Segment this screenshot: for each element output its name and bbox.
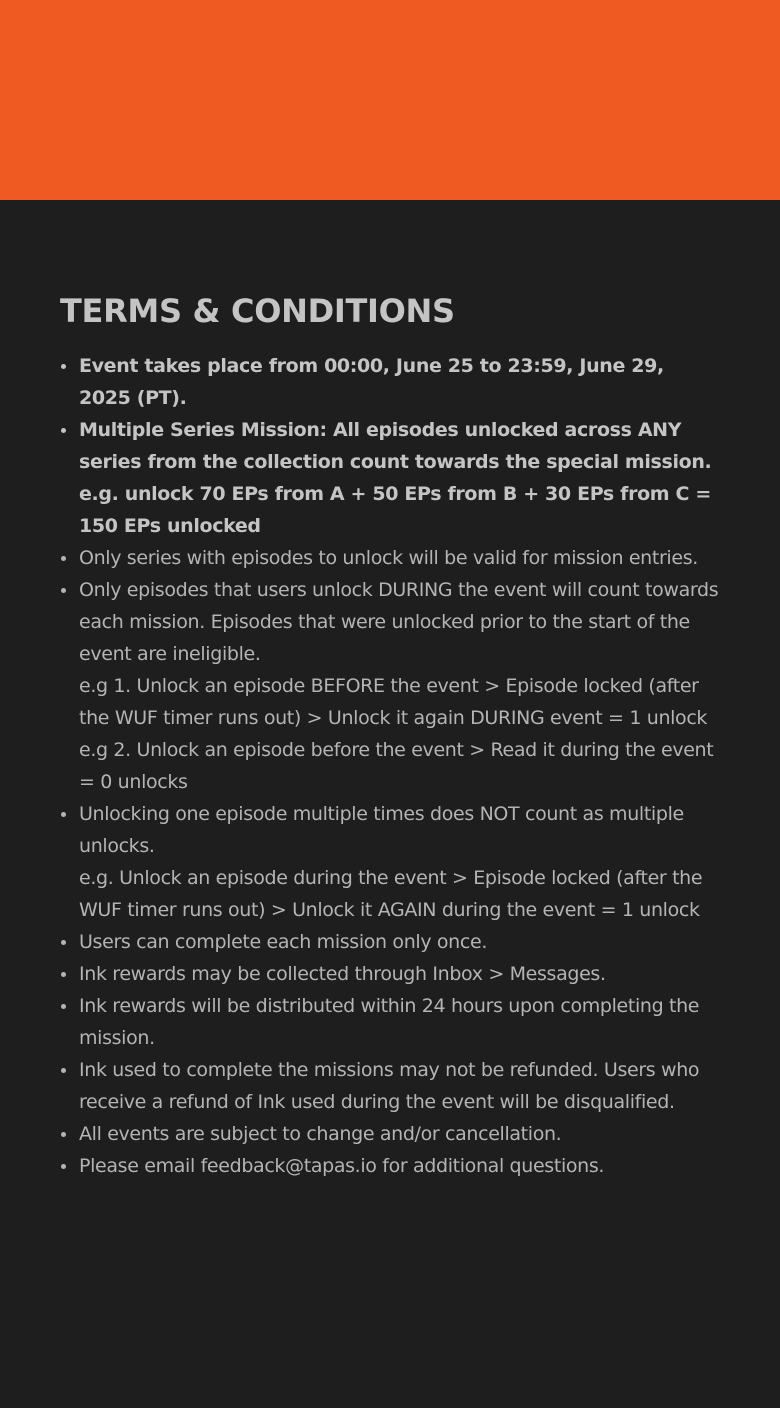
term-item: Ink rewards may be collected through Inbox > Messages. [60, 958, 720, 990]
term-item: All events are subject to change and/or cancellation. [60, 1118, 720, 1150]
terms-title: TERMS & CONDITIONS [60, 292, 455, 330]
term-item: Only episodes that users unlock DURING the event will count towards each mission. Episodes that were unlocked prior to the start of the event are ineligible. e.g 1. Unlock an episode BEFORE the event > Episode locked (after the WUF timer runs out) > Unlock it again DURING event = 1 unlock e.g 2. Unlock an episode before the event > Read it during the event = 0 unlocks [60, 574, 720, 798]
term-item: Please email feedback@tapas.io for additional questions. [60, 1150, 720, 1182]
term-item: Users can complete each mission only once. [60, 926, 720, 958]
term-item: Unlocking one episode multiple times does NOT count as multiple unlocks. e.g. Unlock an episode during the event > Episode locked (after the WUF timer runs out) > Unlock it AGAIN during the event = 1 unlock [60, 798, 720, 926]
event-banner [0, 0, 780, 200]
term-item: Event takes place from 00:00, June 25 to 23:59, June 29, 2025 (PT). [60, 350, 720, 414]
terms-section [0, 200, 780, 1182]
term-item: Ink used to complete the missions may not be refunded. Users who receive a refund of Ink used during the event will be disqualified. [60, 1054, 720, 1118]
term-item: Only series with episodes to unlock will be valid for mission entries. [60, 542, 720, 574]
term-item: Multiple Series Mission: All episodes unlocked across ANY series from the collection count towards the special mission. e.g. unlock 70 EPs from A + 50 EPs from B + 30 EPs from C = 150 EPs unlocked [60, 414, 720, 542]
terms-list [60, 350, 720, 1182]
term-item: Ink rewards will be distributed within 24 hours upon completing the mission. [60, 990, 720, 1054]
